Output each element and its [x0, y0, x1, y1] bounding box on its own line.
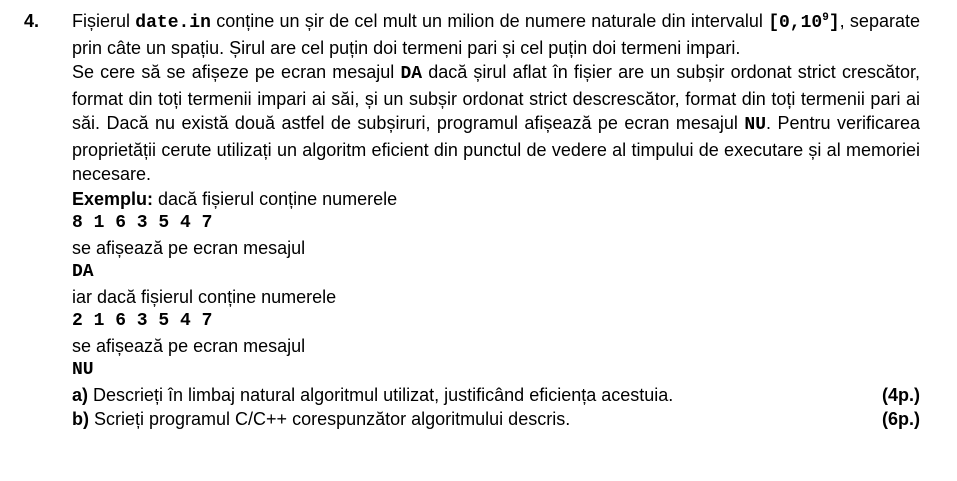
task-b-letter: b) [72, 409, 89, 429]
example-output-intro-2: se afișează pe ecran mesajul [72, 335, 306, 356]
statement-text-1: Fișierul [72, 11, 136, 31]
requirement-text-3: . Pentru verificarea proprietății cerute utilizați un algoritm eficient din punctul de vedere al timpului de executare și al memoriei necesare. [72, 113, 920, 184]
example-label: Exemplu: [72, 188, 154, 209]
input-filename: date.in [135, 13, 211, 33]
task-a-points: (4p.) [882, 384, 920, 405]
message-nu: NU [744, 115, 766, 135]
statement-text-3: , separate prin câte un spațiu. Șirul are cel puțin doi termeni pari și cel puțin doi termeni impari. [72, 11, 920, 58]
task-b-points: (6p.) [882, 409, 920, 429]
interval-start: [0,10$^9$] [768, 12, 840, 33]
requirement-text-2: dacă șirul aflat în fișier are un subșir ordonat strict crescător, format din toți termenii impari ai săi, și un subșir ordonat strict descrescător, format din toți termenii pari ai săi. Dacă nu există două astfel de subșiruri, programul afișează pe ecran mesajul [72, 62, 920, 133]
example-numbers-1: 8 1 6 3 5 4 7 [72, 213, 213, 233]
task-a-letter: a) [72, 384, 89, 405]
problem-statement [72, 9, 920, 60]
example-output-2: NU [72, 360, 94, 380]
statement-text-2: conține un șir de cel mult un milion de numere naturale din intervalul [210, 11, 769, 31]
example-numbers-2: 2 1 6 3 5 4 7 [72, 311, 213, 331]
message-da: DA [400, 64, 423, 84]
interval-exponent: 9 [822, 12, 829, 24]
example-output-1: DA [72, 262, 94, 282]
problem-number: 4. [24, 11, 40, 31]
problem-content [72, 9, 920, 432]
task-b [72, 407, 920, 432]
requirement-text-1: Se cere să se afișeze pe ecran mesajul [72, 62, 401, 82]
problem-requirement [72, 60, 920, 187]
task-a [72, 383, 920, 408]
task-a-text: Descrieți în limbaj natural algoritmul utilizat, justificând eficiența acestuia. [88, 384, 674, 405]
example-intro-1: dacă fișierul conține numerele [153, 188, 398, 209]
task-b-text: Scrieți programul C/C++ corespunzător algoritmului descris. [89, 409, 571, 429]
example-intro-2: iar dacă fișierul conține numerele [72, 286, 337, 307]
example-heading [72, 187, 920, 212]
example-output-intro-1: se afișează pe ecran mesajul [72, 237, 306, 258]
